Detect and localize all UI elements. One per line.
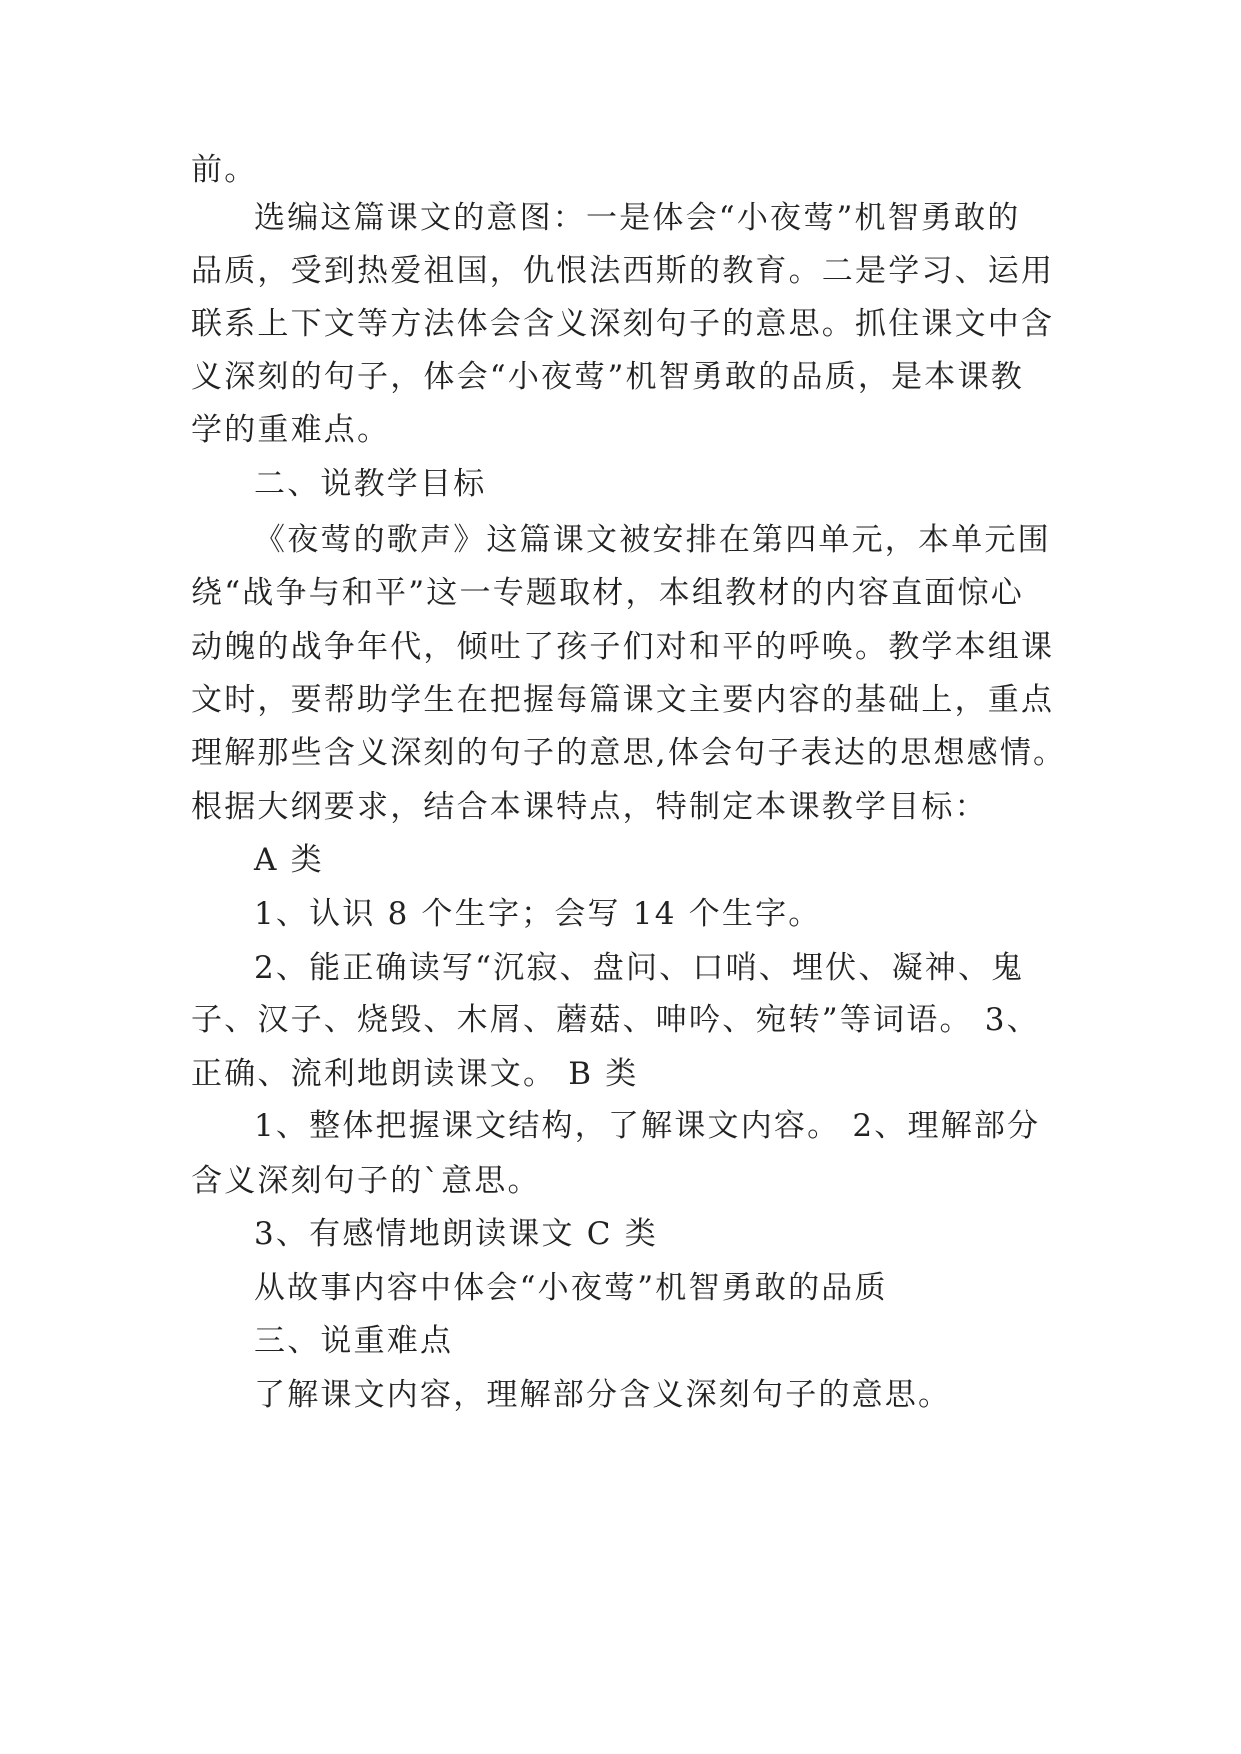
text-line: 从故事内容中体会“小夜莺”机智勇敢的品质 (254, 1270, 888, 1306)
text-line: 1、认识 8 个生字；会写 14 个生字。 (254, 896, 822, 932)
text-line: 含义深刻句子的`意思。 (191, 1163, 541, 1199)
text-line: 学的重难点。 (191, 412, 391, 448)
text-line: 正确、流利地朗读课文。 B 类 (191, 1056, 639, 1092)
text-line: 前。 (191, 152, 258, 188)
section-heading: 三、说重难点 (254, 1323, 454, 1359)
text-line: 动魄的战争年代，倾吐了孩子们对和平的呼唤。教学本组课 (191, 629, 1055, 665)
text-line: 文时，要帮助学生在把握每篇课文主要内容的基础上，重点 (191, 682, 1055, 718)
text-line: 义深刻的句子，体会“小夜莺”机智勇敢的品质，是本课教 (191, 359, 1024, 395)
text-line: 理解那些含义深刻的句子的意思,体会句子表达的思想感情。 (191, 735, 1067, 771)
text-line: 1、整体把握课文结构，了解课文内容。 2、理解部分 (254, 1108, 1041, 1144)
text-line: 《夜莺的歌声》这篇课文被安排在第四单元，本单元围 (254, 522, 1051, 558)
text-line: 子、汉子、烧毁、木屑、蘑菇、呻吟、宛转”等词语。 3、 (191, 1002, 1040, 1038)
text-line: 联系上下文等方法体会含义深刻句子的意思。抓住课文中含 (191, 306, 1055, 342)
text-line: 了解课文内容，理解部分含义深刻句子的意思。 (254, 1377, 952, 1413)
section-heading: 二、说教学目标 (254, 466, 487, 502)
text-line: A 类 (254, 842, 324, 878)
text-line: 品质，受到热爱祖国，仇恨法西斯的教育。二是学习、运用 (191, 253, 1055, 289)
text-line: 根据大纲要求，结合本课特点，特制定本课教学目标： (191, 789, 988, 825)
text-line: 2、能正确读写“沉寂、盘问、口哨、埋伏、凝神、鬼 (254, 950, 1025, 986)
text-line: 绕“战争与和平”这一专题取材，本组教材的内容直面惊心 (191, 575, 1024, 611)
text-line: 选编这篇课文的意图：一是体会“小夜莺”机智勇敢的 (254, 200, 1021, 236)
text-line: 3、有感情地朗读课文 C 类 (254, 1216, 658, 1252)
